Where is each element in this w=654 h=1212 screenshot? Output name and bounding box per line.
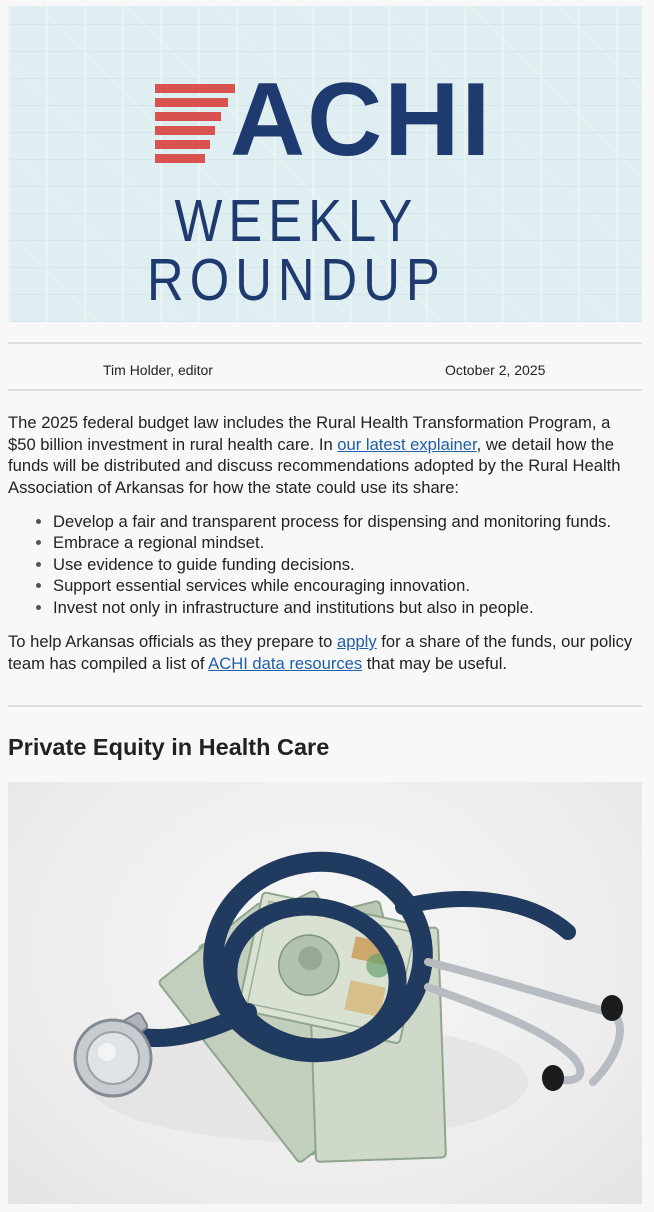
resources-text: that may be useful. xyxy=(362,653,508,673)
apply-link[interactable]: apply xyxy=(337,632,377,651)
divider xyxy=(8,342,642,344)
resources-text: for a share of the funds, our policy team has compiled a list of xyxy=(8,632,633,673)
recommendation-list xyxy=(8,511,640,618)
section-title: Private Equity in Health Care xyxy=(8,734,330,760)
list-item: Invest not only in infrastructure and institutions but also in people. xyxy=(8,597,640,618)
issue-date: October 2, 2025 xyxy=(445,362,546,378)
list-item: Support essential services while encouraging innovation. xyxy=(8,575,640,596)
explainer-link[interactable]: our latest explainer xyxy=(337,434,477,454)
intro-paragraph xyxy=(8,412,640,498)
bullet-icon xyxy=(36,605,41,610)
list-item: Use evidence to guide funding decisions. xyxy=(8,554,640,575)
bullet-icon xyxy=(36,519,41,524)
brand-logo-text: ACHI xyxy=(230,62,493,178)
intro-text: , we detail how the funds will be distributed and discuss recommendations adopted by the Rural Health Association of Arkansas for how the state could use its share: xyxy=(8,434,621,497)
divider xyxy=(8,389,642,391)
list-item: Develop a fair and transparent process for dispensing and monitoring funds. xyxy=(8,511,640,532)
resources-text: To help Arkansas officials as they prepare to xyxy=(8,632,337,651)
logo-stripes-icon xyxy=(155,84,235,164)
data-resources-link[interactable]: ACHI data resources xyxy=(208,653,363,673)
bullet-icon xyxy=(36,583,41,588)
list-item: Embrace a regional mindset. xyxy=(8,532,640,553)
newsletter-title: WEEKLY ROUNDUP xyxy=(147,188,446,313)
stethoscope-money-icon xyxy=(8,782,642,1204)
header-banner xyxy=(8,6,642,322)
divider xyxy=(8,705,642,707)
resources-paragraph xyxy=(8,631,640,674)
editor-byline: Tim Holder, editor xyxy=(103,362,213,378)
intro-text: The 2025 federal budget law includes the Rural Health Transformation Program, a $50 billion investment in rural health care. In xyxy=(8,413,611,454)
bullet-icon xyxy=(36,540,41,545)
bullet-icon xyxy=(36,562,41,567)
